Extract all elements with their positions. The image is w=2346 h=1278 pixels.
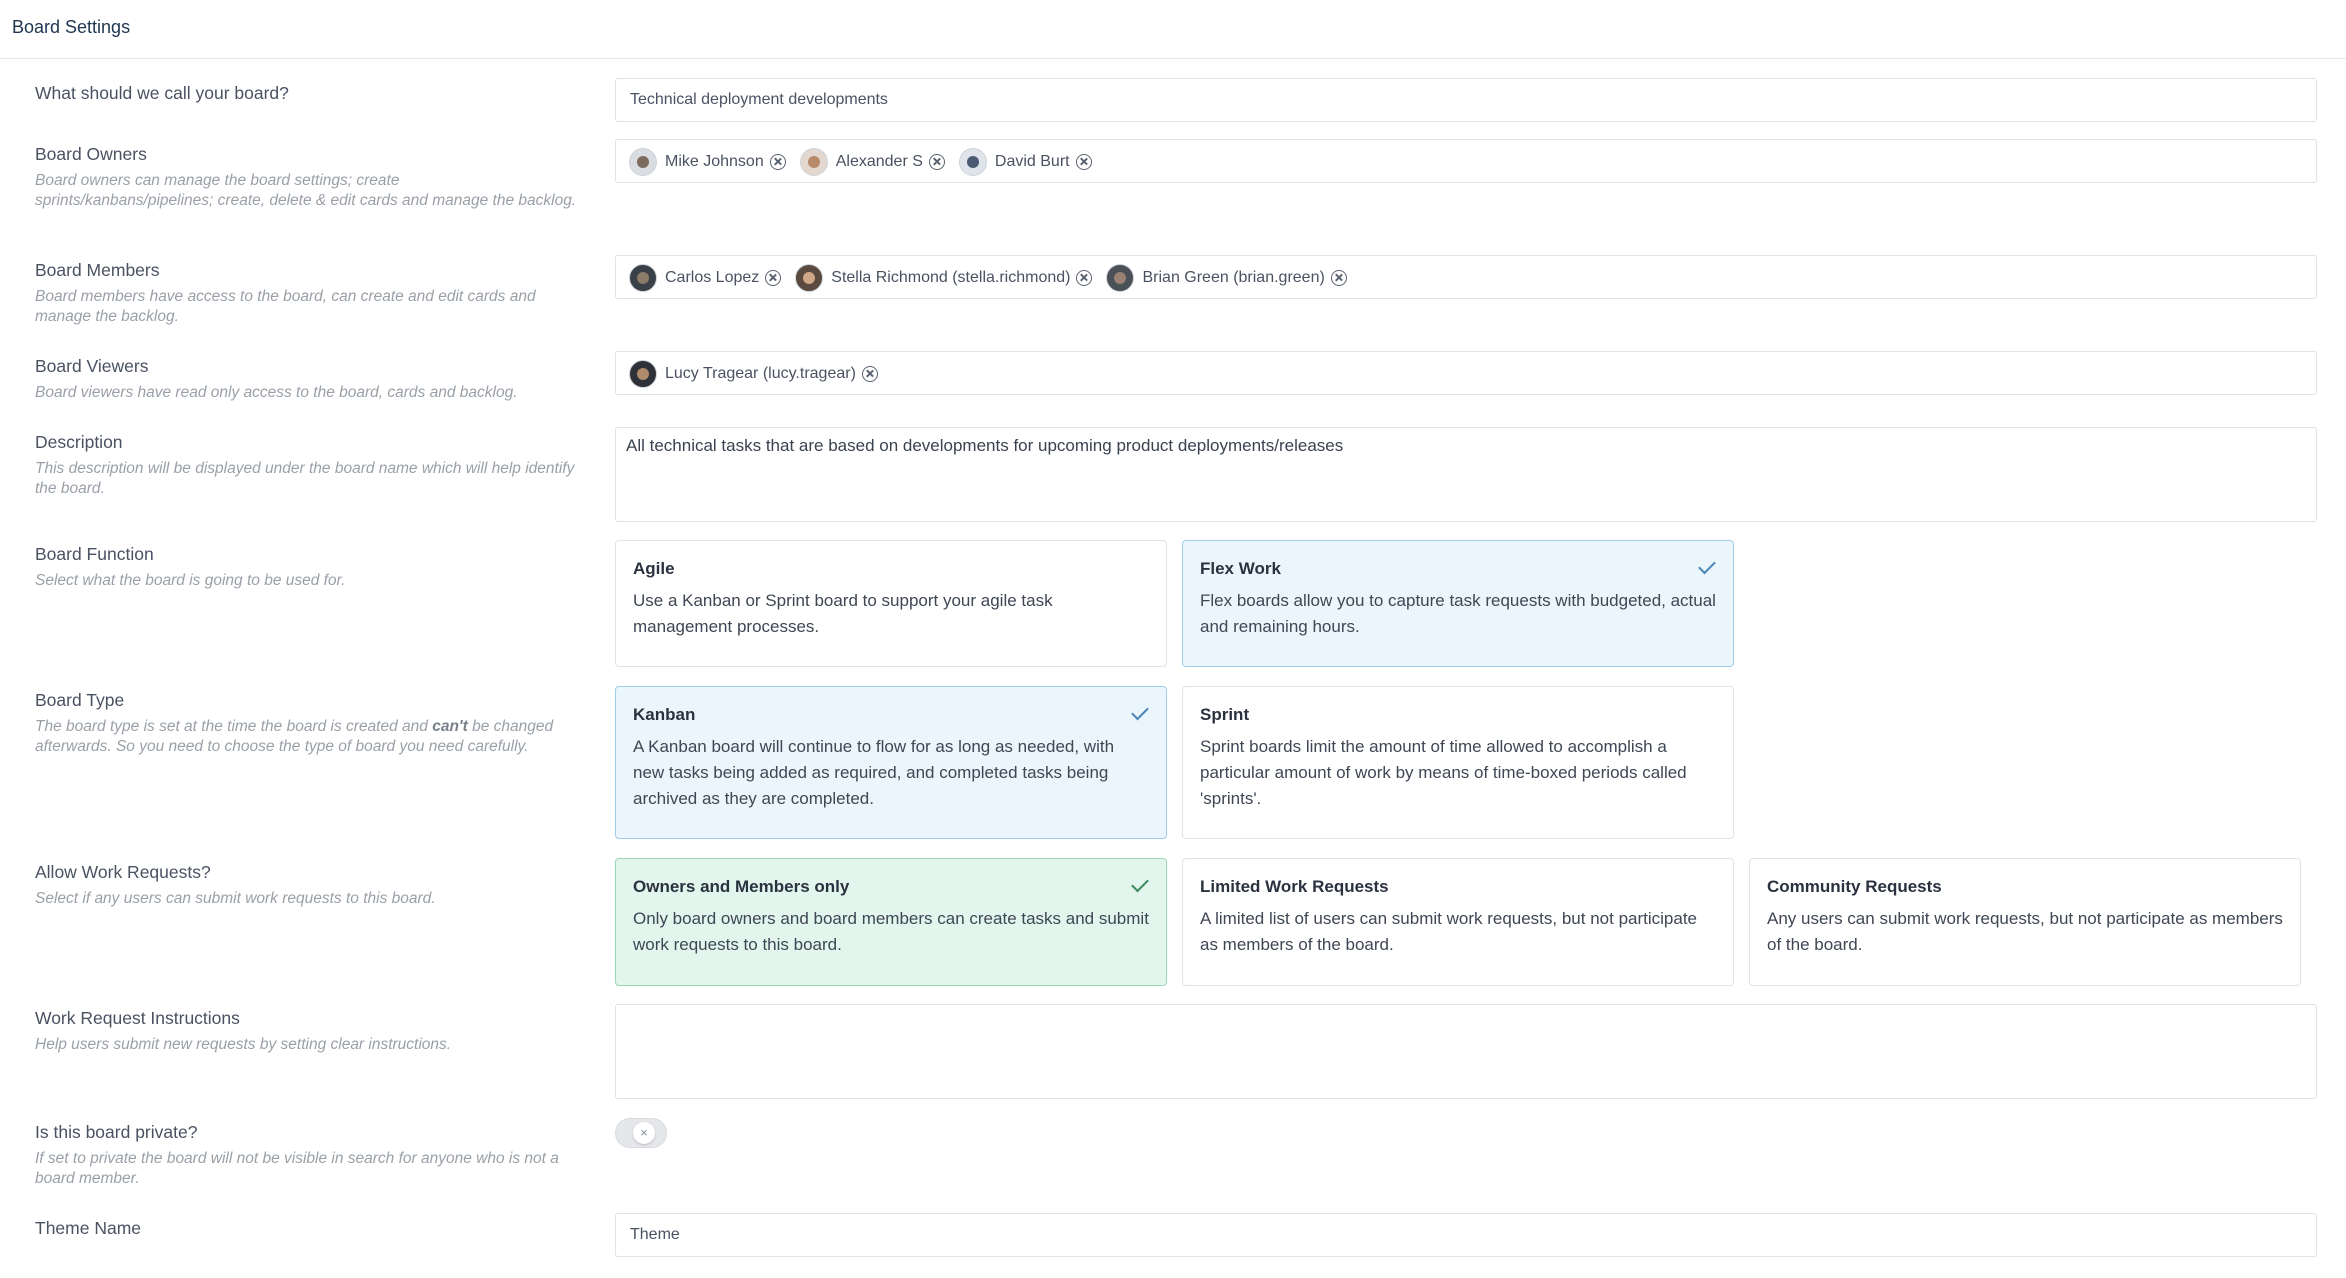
avatar bbox=[1106, 264, 1134, 292]
description-label: Description bbox=[35, 432, 123, 452]
owner-name: David Burt bbox=[994, 153, 1070, 170]
function-label: Board Function bbox=[35, 544, 154, 564]
option-description: A limited list of users can submit work requests, but not participate as members of the board. bbox=[1200, 909, 1698, 954]
close-icon: × bbox=[633, 1122, 655, 1144]
option-title: Community Requests bbox=[1767, 877, 1942, 896]
viewers-input[interactable] bbox=[615, 351, 2317, 395]
member-chip bbox=[1106, 264, 1346, 292]
remove-chip-icon[interactable] bbox=[1076, 154, 1092, 170]
remove-chip-icon[interactable] bbox=[929, 154, 945, 170]
owner-name: Mike Johnson bbox=[665, 153, 764, 170]
instructions-textarea[interactable] bbox=[615, 1004, 2317, 1099]
work-requests-option-limited[interactable] bbox=[1182, 858, 1734, 986]
avatar bbox=[629, 148, 657, 176]
work-requests-option-owners-members[interactable] bbox=[615, 858, 1167, 986]
owners-input[interactable] bbox=[615, 139, 2317, 183]
option-description: Flex boards allow you to capture task requests with budgeted, actual and remaining hours. bbox=[1200, 591, 1716, 636]
viewer-name: Lucy Tragear (lucy.tragear) bbox=[665, 365, 856, 382]
member-name: Carlos Lopez bbox=[665, 269, 760, 286]
type-label: Board Type bbox=[35, 690, 125, 710]
avatar bbox=[959, 148, 987, 176]
type-help: The board type is set at the time the board is created and can't be changed afterwards. So you need to choose the type of board you need carefully. bbox=[35, 718, 554, 755]
owner-name: Alexander S bbox=[835, 153, 923, 170]
members-input[interactable] bbox=[615, 255, 2317, 299]
avatar bbox=[795, 264, 823, 292]
description-textarea[interactable] bbox=[615, 427, 2317, 522]
remove-chip-icon[interactable] bbox=[765, 270, 781, 286]
type-option-sprint[interactable] bbox=[1182, 686, 1734, 839]
viewers-help: Board viewers have read only access to the board, cards and backlog. bbox=[35, 384, 518, 401]
instructions-help: Help users submit new requests by setting clear instructions. bbox=[35, 1036, 452, 1053]
board-name-label: What should we call your board? bbox=[35, 83, 289, 103]
description-value: All technical tasks that are based on developments for upcoming product deployments/releases bbox=[626, 436, 1344, 455]
private-label: Is this board private? bbox=[35, 1122, 198, 1142]
avatar bbox=[800, 148, 828, 176]
page-header bbox=[0, 0, 2346, 59]
option-description: Sprint boards limit the amount of time allowed to accomplish a particular amount of work by means of time-boxed periods called 'sprints'. bbox=[1200, 737, 1687, 808]
remove-chip-icon[interactable] bbox=[1076, 270, 1092, 286]
function-help: Select what the board is going to be used for. bbox=[35, 572, 346, 589]
member-name: Brian Green (brian.green) bbox=[1142, 269, 1325, 286]
owners-label: Board Owners bbox=[35, 144, 147, 164]
owners-help: Board owners can manage the board settings; create sprints/kanbans/pipelines; create, delete & edit cards and manage the backlog. bbox=[35, 172, 577, 209]
option-title: Limited Work Requests bbox=[1200, 877, 1389, 896]
owner-chip bbox=[800, 148, 945, 176]
private-help: If set to private the board will not be visible in search for anyone who is not a board member. bbox=[35, 1150, 559, 1187]
remove-chip-icon[interactable] bbox=[862, 366, 878, 382]
member-chip bbox=[629, 264, 781, 292]
work-requests-label: Allow Work Requests? bbox=[35, 862, 211, 882]
option-title: Flex Work bbox=[1200, 559, 1281, 578]
page-title: Board Settings bbox=[12, 17, 131, 37]
theme-input[interactable] bbox=[615, 1213, 2317, 1257]
option-description: Use a Kanban or Sprint board to support your agile task management processes. bbox=[633, 591, 1053, 636]
option-description: Only board owners and board members can create tasks and submit work requests to this board. bbox=[633, 909, 1149, 954]
theme-label: Theme Name bbox=[35, 1218, 142, 1238]
member-name: Stella Richmond (stella.richmond) bbox=[831, 269, 1071, 286]
board-name-input[interactable] bbox=[615, 78, 2317, 122]
members-help: Board members have access to the board, can create and edit cards and manage the backlog. bbox=[35, 288, 536, 325]
viewer-chip bbox=[629, 360, 878, 388]
work-requests-help: Select if any users can submit work requests to this board. bbox=[35, 890, 436, 907]
option-title: Kanban bbox=[633, 705, 696, 724]
type-option-kanban[interactable] bbox=[615, 686, 1167, 839]
description-help: This description will be displayed under the board name which will help identify the board. bbox=[35, 460, 575, 497]
function-option-agile[interactable] bbox=[615, 540, 1167, 667]
theme-value: Theme bbox=[630, 1226, 680, 1243]
members-label: Board Members bbox=[35, 260, 160, 280]
member-chip bbox=[795, 264, 1092, 292]
option-description: Any users can submit work requests, but not participate as members of the board. bbox=[1767, 909, 2283, 954]
option-description: A Kanban board will continue to flow for as long as needed, with new tasks being added as required, and completed tasks being archived as they are completed. bbox=[633, 737, 1115, 808]
option-title: Agile bbox=[633, 559, 675, 578]
owner-chip bbox=[629, 148, 786, 176]
function-option-flex-work[interactable] bbox=[1182, 540, 1734, 667]
board-name-value: Technical deployment developments bbox=[630, 91, 888, 108]
work-requests-option-community[interactable] bbox=[1749, 858, 2301, 986]
remove-chip-icon[interactable] bbox=[770, 154, 786, 170]
private-toggle[interactable] bbox=[615, 1118, 667, 1148]
option-title: Sprint bbox=[1200, 705, 1250, 724]
viewers-label: Board Viewers bbox=[35, 356, 149, 376]
owner-chip bbox=[959, 148, 1092, 176]
option-title: Owners and Members only bbox=[633, 877, 850, 896]
instructions-label: Work Request Instructions bbox=[35, 1008, 240, 1028]
avatar bbox=[629, 360, 657, 388]
remove-chip-icon[interactable] bbox=[1331, 270, 1347, 286]
avatar bbox=[629, 264, 657, 292]
